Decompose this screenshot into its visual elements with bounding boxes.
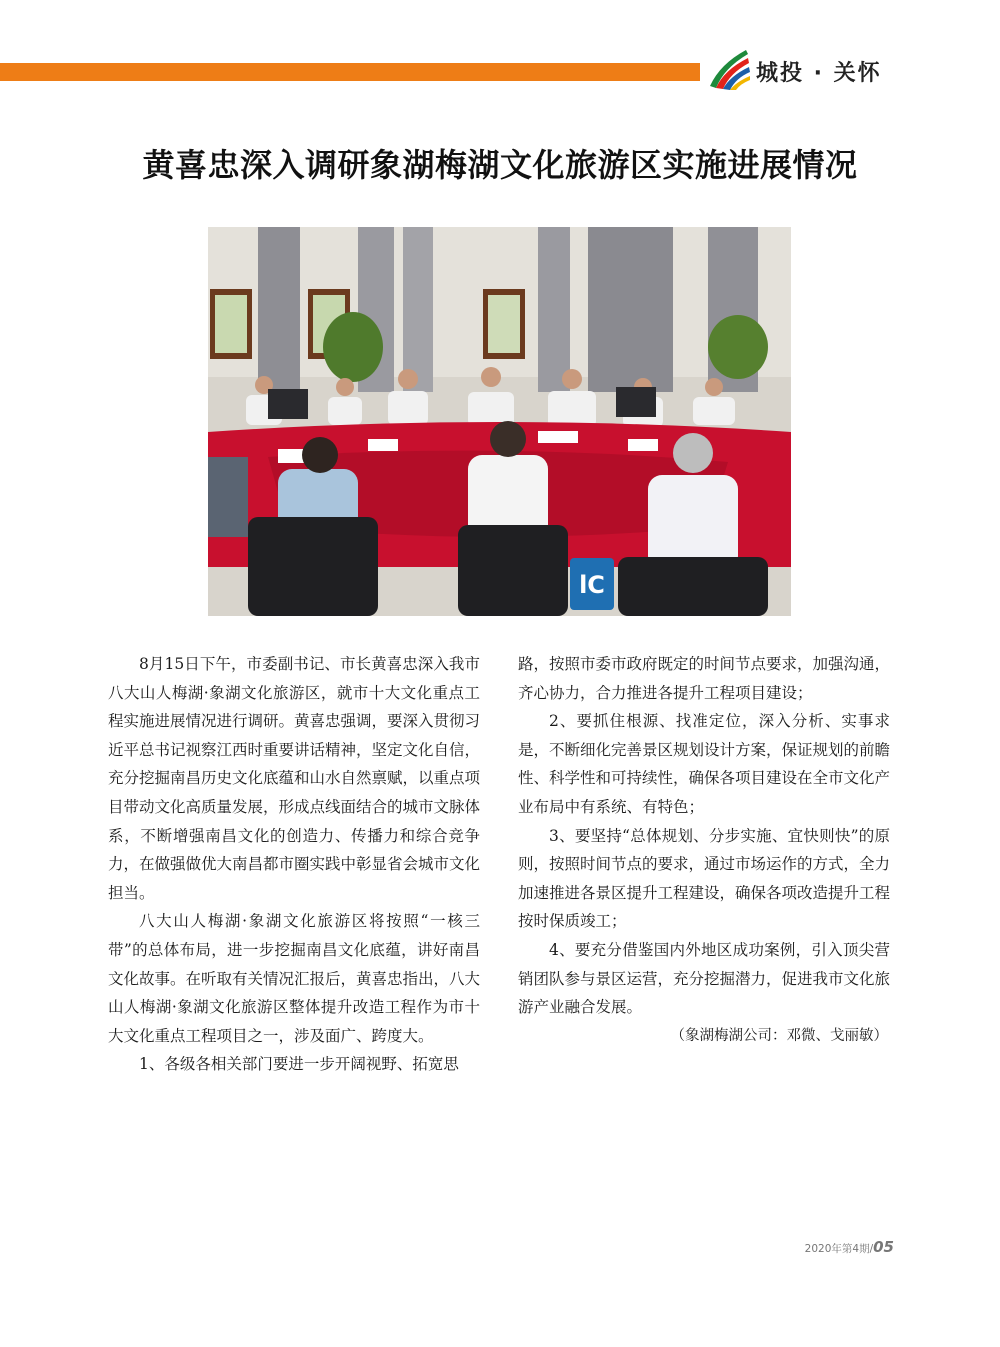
paragraph: 2、要抓住根源、找准定位，深入分析、实事求是，不断细化完善景区规划设计方案，保证规划的前瞻性、科学性和可持续性，确保各项目建设在全市文化产业布局中有系统、有特色； bbox=[518, 712, 891, 816]
section-label: 城投 · 关怀 bbox=[756, 61, 882, 86]
page-number: 05 bbox=[873, 1238, 894, 1256]
paragraph: 3、要坚持“总体规划、分步实施、宜快则快”的原则，按照时间节点的要求，通过市场运作的方式，全力加速推进各景区提升工程建设，确保各项改造提升工程按时保质竣工； bbox=[518, 826, 891, 931]
city-investment-logo-icon bbox=[706, 46, 752, 90]
article-body-left bbox=[108, 650, 480, 1079]
paragraph-continuation: 路，按照市委市政府既定的时间节点要求，加强沟通，齐心协力，合力推进各提升工程项目建设； bbox=[518, 655, 891, 702]
page-footer bbox=[805, 1237, 894, 1256]
svg-text:lC: lC bbox=[579, 571, 605, 599]
author-credit: （象湖梅湖公司：邓微、戈丽敏） bbox=[670, 1027, 888, 1044]
meeting-photo-icon bbox=[208, 227, 791, 616]
paragraph: 4、要充分借鉴国内外地区成功案例，引入顶尖营销团队参与景区运营，充分挖掘潜力，促进我市文化旅游产业融合发展。 bbox=[518, 940, 891, 1017]
paragraph: 8月15日下午，市委副书记、市长黄喜忠深入我市八大山人梅湖·象湖文化旅游区，就市十大文化重点工程实施进展情况进行调研。黄喜忠强调，要深入贯彻习近平总书记视察江西时重要讲话精神，坚定文化自信，充分挖掘南昌历史文化底蕴和山水自然禀赋，以重点项目带动文化高质量发展，形成点线面结合的城市文脉体系，不断增强南昌文化的创造力、传播力和综合竞争力，在做强做优大南昌都市圈实践中彰显省会城市文化担当。 bbox=[108, 655, 481, 902]
article-title: 黄喜忠深入调研象湖梅湖文化旅游区实施进展情况 bbox=[142, 146, 858, 184]
header-accent-bar bbox=[0, 63, 700, 81]
issue-number: 2020年第4期/ bbox=[804, 1243, 874, 1255]
paragraph: 1、各级各相关部门要进一步开阔视野、拓宽思 bbox=[139, 1055, 459, 1074]
paragraph: 八大山人梅湖·象湖文化旅游区将按照“一核三带”的总体布局，进一步挖掘南昌文化底蕴，讲好南昌文化故事。在听取有关情况汇报后，黄喜忠指出，八大山人梅湖·象湖文化旅游区整体提升改造工程作为市十大文化重点工程项目之一，涉及面广、跨度大。 bbox=[108, 912, 481, 1045]
article-body-right bbox=[518, 650, 890, 1050]
